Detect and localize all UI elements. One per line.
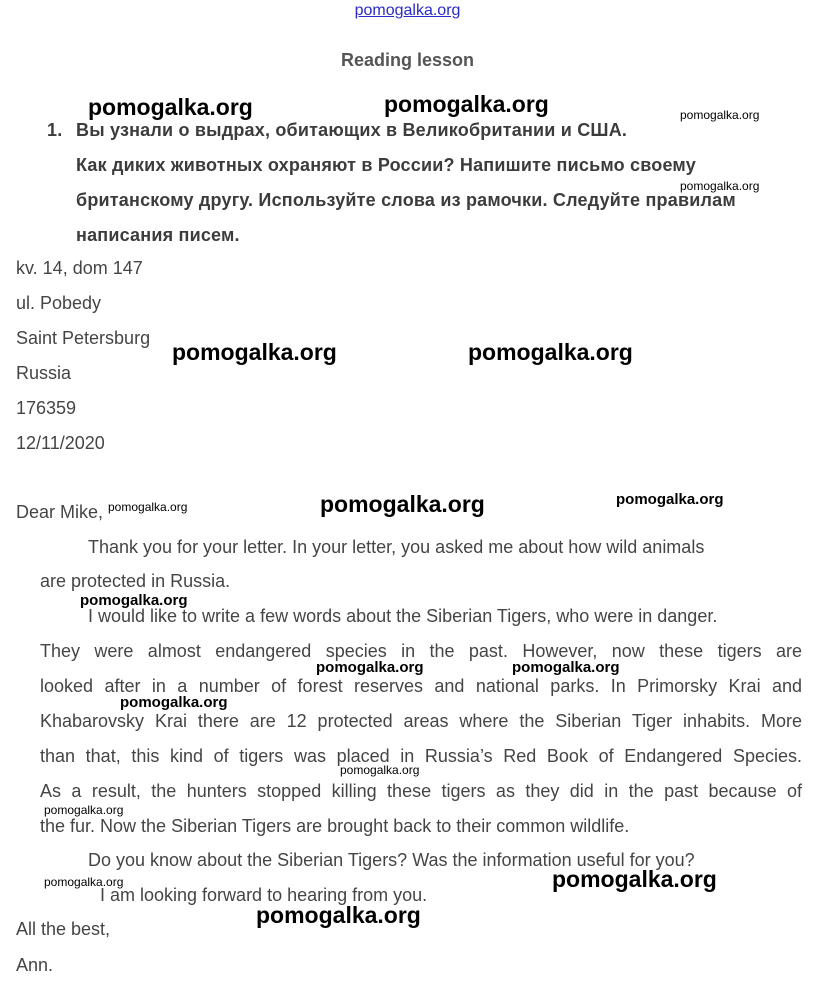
watermark: pomogalka.org [120,694,228,711]
letter-closing: All the best, [16,919,111,939]
letter-line: Khabarovsky Krai there are 12 protected areas where the Siberian Tiger inhabits. More [40,711,802,731]
address-line: ul. Pobedy [16,293,102,313]
letter-line: I am looking forward to hearing from you. [100,885,428,905]
letter-greeting: Dear Mike, [16,502,104,522]
address-line: kv. 14, dom 147 [16,258,143,278]
watermark: pomogalka.org [512,659,620,676]
watermark: pomogalka.org [88,94,253,120]
watermark: pomogalka.org [80,592,188,609]
watermark: pomogalka.org [44,875,124,889]
page-title: Reading lesson [340,50,475,70]
watermark: pomogalka.org [172,339,337,365]
watermark: pomogalka.org [340,763,420,777]
address-line: Russia [16,363,72,383]
task-line-3: британскому другу. Используйте слова из рамочки. Следуйте правилам [76,190,736,210]
watermark: pomogalka.org [680,108,760,122]
letter-line: are protected in Russia. [40,571,231,591]
letter-line: than that, this kind of tigers was placed in Russia’s Red Book of Endangered Species. [40,746,802,766]
letter-line: As a result, the hunters stopped killing these tigers as they did in the past because of [40,781,802,801]
watermark: pomogalka.org [320,491,485,517]
task-line-1: Вы узнали о выдрах, обитающих в Великобритании и США. [76,120,628,140]
letter-signature: Ann. [16,955,54,975]
letter-line: looked after in a number of forest reserves and national parks. In Primorsky Krai and [40,676,802,696]
letter-line: Thank you for your letter. In your letter, you asked me about how wild animals [88,537,705,557]
task-number: 1. [47,120,63,140]
letter-line: Do you know about the Siberian Tigers? Was the information useful for you? [88,850,695,870]
task-line-4: написания писем. [76,225,240,245]
letter-line: the fur. Now the Siberian Tigers are brought back to their common wildlife. [40,816,630,836]
letter-line: I would like to write a few words about the Siberian Tigers, who were in danger. [88,606,718,626]
task-line-2: Как диких животных охраняют в России? Напишите письмо своему [76,155,696,175]
header-site-link[interactable]: pomogalka.org [354,2,461,19]
watermark: pomogalka.org [616,491,724,508]
watermark: pomogalka.org [468,339,633,365]
watermark: pomogalka.org [256,902,421,928]
watermark: pomogalka.org [316,659,424,676]
address-line: Saint Petersburg [16,328,151,348]
watermark: pomogalka.org [552,866,717,892]
address-line: 176359 [16,398,77,418]
watermark: pomogalka.org [384,91,549,117]
letter-line: They were almost endangered species in the past. However, now these tigers are [40,641,802,661]
watermark: pomogalka.org [680,179,760,193]
watermark: pomogalka.org [108,500,188,514]
address-date: 12/11/2020 [16,433,105,453]
watermark: pomogalka.org [44,803,124,817]
